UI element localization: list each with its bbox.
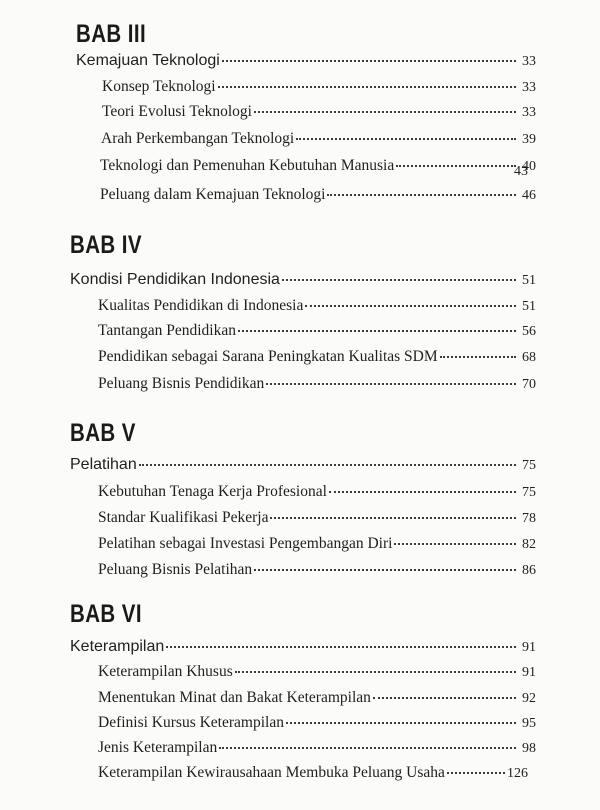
page-number: 70 (522, 377, 536, 392)
entry-title: Standar Kualifikasi Pekerja (98, 509, 269, 526)
toc-section-entry (70, 269, 536, 291)
page-number: 86 (522, 563, 536, 578)
entry-title: Pendidikan sebagai Sarana Peningkatan Kualitas SDM (98, 348, 438, 365)
toc-section-entry (70, 454, 536, 476)
entry-title: Jenis Keterampilan (98, 739, 218, 756)
entry-title: Arah Perkembangan Teknologi (101, 130, 295, 147)
toc-entry (98, 661, 536, 683)
page-number: 33 (522, 80, 536, 95)
toc-entry (98, 346, 536, 368)
dot-leader (396, 155, 516, 167)
dot-leader (286, 712, 516, 724)
page-number: 92 (522, 691, 536, 706)
toc-entry (98, 712, 536, 734)
toc-entry (98, 320, 536, 342)
chapter-heading: BAB VI (70, 600, 142, 628)
dot-leader (254, 559, 516, 571)
page-number: 95 (522, 716, 536, 731)
chapter-heading: BAB III (76, 20, 147, 48)
page-number: 126 (507, 766, 528, 781)
page-number: 75 (522, 485, 536, 500)
toc-entry (98, 559, 536, 581)
dot-leader (327, 184, 516, 196)
chapter-heading: BAB IV (70, 231, 142, 259)
dot-leader (296, 128, 516, 140)
toc-entry (98, 507, 536, 529)
dot-leader (282, 269, 516, 281)
toc-entry (102, 76, 536, 98)
entry-title: Pelatihan sebagai Investasi Pengembangan Diri (98, 535, 393, 552)
toc-entry (100, 155, 536, 177)
toc-entry (101, 128, 536, 150)
entry-title: Peluang dalam Kemajuan Teknologi (100, 186, 326, 203)
dot-leader (305, 295, 516, 307)
dot-leader (219, 737, 516, 749)
entry-title: Definisi Kursus Keterampilan (98, 714, 284, 731)
entry-title: Keterampilan Kewirausahaan Membuka Peluang Usaha (98, 764, 445, 781)
page-number: 51 (522, 273, 536, 288)
toc-entry (98, 481, 536, 503)
page-number: 68 (522, 350, 536, 365)
entry-title: Teknologi dan Pemenuhan Kebutuhan Manusia (100, 157, 395, 174)
entry-title: Kebutuhan Tenaga Kerja Profesional (98, 483, 327, 500)
page-number: 39 (522, 132, 536, 147)
entry-title: Teori Evolusi Teknologi (102, 103, 252, 120)
page-number: 91 (522, 665, 536, 680)
page-number: 78 (522, 511, 536, 526)
toc-section-entry (70, 636, 536, 658)
entry-title: Peluang Bisnis Pelatihan (98, 561, 253, 578)
dot-leader (254, 101, 516, 113)
dot-leader (447, 762, 505, 774)
dot-leader (373, 687, 516, 699)
dot-leader (440, 346, 516, 358)
toc-entry (100, 184, 536, 206)
dot-leader (238, 320, 516, 332)
entry-title: Peluang Bisnis Pendidikan (98, 375, 265, 392)
dot-leader (329, 481, 516, 493)
toc-entry (98, 295, 536, 317)
entry-title: Kemajuan Teknologi (76, 52, 220, 69)
dot-leader (218, 76, 516, 88)
chapter-heading: BAB V (70, 419, 136, 447)
page-number: 82 (522, 537, 536, 552)
toc-entry (102, 101, 536, 123)
page-number: 46 (522, 188, 536, 203)
dot-leader (235, 661, 516, 673)
page-number: 91 (522, 640, 536, 655)
dot-leader (222, 50, 516, 62)
entry-title: Pelatihan (70, 456, 137, 473)
page-number: 40 (522, 159, 536, 174)
dot-leader (139, 454, 516, 466)
dot-leader (270, 507, 516, 519)
page-number: 51 (522, 299, 536, 314)
entry-title: Tantangan Pendidikan (98, 322, 236, 339)
toc-entry (98, 533, 536, 555)
page-number: 33 (522, 105, 536, 120)
entry-title: Kualitas Pendidikan di Indonesia (98, 297, 304, 314)
toc-entry (98, 687, 536, 709)
toc-entry (98, 762, 528, 784)
page-number: 33 (522, 54, 536, 69)
entry-title: Konsep Teknologi (102, 78, 216, 95)
toc-entry (98, 737, 536, 759)
dot-leader (266, 373, 516, 385)
toc-section-entry (76, 50, 536, 72)
page-number: 56 (522, 324, 536, 339)
entry-title: Keterampilan Khusus (98, 663, 233, 680)
dot-leader (394, 533, 516, 545)
toc-entry (98, 373, 536, 395)
page-number: 43 (514, 164, 528, 179)
entry-title: Menentukan Minat dan Bakat Keterampilan (98, 689, 371, 706)
entry-title: Keterampilan (70, 638, 165, 655)
page-number: 98 (522, 741, 536, 756)
dot-leader (166, 636, 516, 648)
page-number: 75 (522, 458, 536, 473)
entry-title: Kondisi Pendidikan Indonesia (70, 271, 280, 288)
